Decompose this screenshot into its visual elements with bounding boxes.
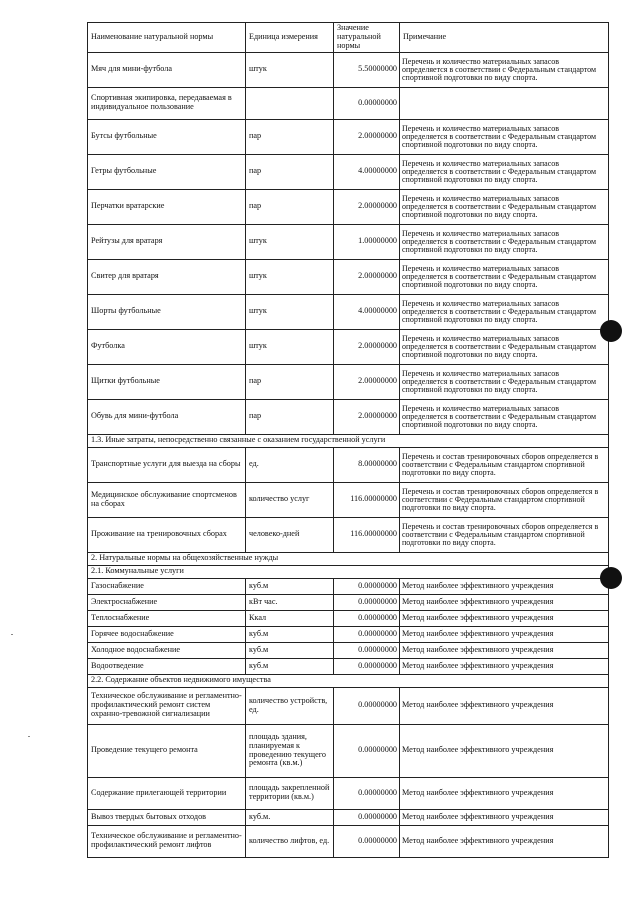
row-name: Перчатки вратарские <box>88 189 246 224</box>
row-note: Перечень и количество материальных запасов определяется в соответствии с Федеральным стандартом спортивной подготовки по виду спорта. <box>400 329 609 364</box>
row-unit: штук <box>246 224 334 259</box>
table-row <box>88 610 609 626</box>
row-unit: куб.м <box>246 626 334 642</box>
row-note: Метод наиболее эффективного учреждения <box>400 626 609 642</box>
table-row <box>88 658 609 674</box>
row-note: Перечень и количество материальных запасов определяется в соответствии с Федеральным стандартом спортивной подготовки по виду спорта. <box>400 259 609 294</box>
table-row <box>88 119 609 154</box>
row-note <box>400 87 609 119</box>
row-value: 0.00000000 <box>334 687 400 724</box>
row-unit: куб.м <box>246 658 334 674</box>
row-note: Метод наиболее эффективного учреждения <box>400 687 609 724</box>
row-name: Водоотведение <box>88 658 246 674</box>
row-name: Проведение текущего ремонта <box>88 724 246 777</box>
row-name: Проживание на тренировочных сборах <box>88 517 246 552</box>
row-value: 0.00000000 <box>334 777 400 809</box>
header-name: Наименование натуральной нормы <box>88 23 246 53</box>
section-row <box>88 434 609 447</box>
row-note: Метод наиболее эффективного учреждения <box>400 724 609 777</box>
row-note: Метод наиболее эффективного учреждения <box>400 610 609 626</box>
table-row <box>88 52 609 87</box>
row-note: Перечень и количество материальных запасов определяется в соответствии с Федеральным стандартом спортивной подготовки по виду спорта. <box>400 364 609 399</box>
section-row <box>88 674 609 687</box>
row-unit: пар <box>246 154 334 189</box>
table-row <box>88 447 609 482</box>
section-title-1-3: 1.3. Иные затраты, непосредственно связанные с оказанием государственной услуги <box>88 434 609 447</box>
table-row <box>88 329 609 364</box>
section-title-2-1: 2.1. Коммунальные услуги <box>88 565 609 578</box>
header-unit: Единица измерения <box>246 23 334 53</box>
row-note: Перечень и состав тренировочных сборов определяется в соответствии с Федеральным стандартом спортивной подготовки по виду спорта. <box>400 517 609 552</box>
row-unit: куб.м. <box>246 809 334 825</box>
binder-hole-mark <box>600 567 622 589</box>
row-value: 8.00000000 <box>334 447 400 482</box>
row-name: Холодное водоснабжение <box>88 642 246 658</box>
row-value: 0.00000000 <box>334 594 400 610</box>
row-unit: человеко-дней <box>246 517 334 552</box>
row-unit: количество услуг <box>246 482 334 517</box>
row-value: 0.00000000 <box>334 610 400 626</box>
row-name: Газоснабжение <box>88 578 246 594</box>
row-value: 0.00000000 <box>334 87 400 119</box>
table-row <box>88 517 609 552</box>
row-unit: кВт час. <box>246 594 334 610</box>
row-unit: пар <box>246 119 334 154</box>
table-row <box>88 825 609 857</box>
row-value: 2.00000000 <box>334 329 400 364</box>
section-row <box>88 565 609 578</box>
row-value: 2.00000000 <box>334 119 400 154</box>
row-note: Перечень и количество материальных запасов определяется в соответствии с Федеральным стандартом спортивной подготовки по виду спорта. <box>400 294 609 329</box>
row-name: Бутсы футбольные <box>88 119 246 154</box>
table-row <box>88 482 609 517</box>
row-name: Обувь для мини-футбола <box>88 399 246 434</box>
row-unit: пар <box>246 364 334 399</box>
row-note: Метод наиболее эффективного учреждения <box>400 825 609 857</box>
row-note: Перечень и состав тренировочных сборов определяется в соответствии с Федеральным стандартом спортивной подготовки по виду спорта. <box>400 447 609 482</box>
row-name: Вывоз твердых бытовых отходов <box>88 809 246 825</box>
row-value: 116.00000000 <box>334 482 400 517</box>
header-note: Примечание <box>400 23 609 53</box>
row-note: Перечень и количество материальных запасов определяется в соответствии с Федеральным стандартом спортивной подготовки по виду спорта. <box>400 189 609 224</box>
row-note: Метод наиболее эффективного учреждения <box>400 809 609 825</box>
table-row <box>88 294 609 329</box>
row-name: Футболка <box>88 329 246 364</box>
table-row <box>88 777 609 809</box>
row-note: Перечень и количество материальных запасов определяется в соответствии с Федеральным стандартом спортивной подготовки по виду спорта. <box>400 52 609 87</box>
table-row <box>88 259 609 294</box>
table-row <box>88 594 609 610</box>
table-row <box>88 642 609 658</box>
table-row <box>88 578 609 594</box>
row-value: 0.00000000 <box>334 658 400 674</box>
row-value: 0.00000000 <box>334 578 400 594</box>
row-name: Электроснабжение <box>88 594 246 610</box>
row-name: Щитки футбольные <box>88 364 246 399</box>
row-note: Метод наиболее эффективного учреждения <box>400 658 609 674</box>
row-unit <box>246 87 334 119</box>
norms-table <box>87 22 609 858</box>
row-unit: куб.м <box>246 642 334 658</box>
table-row <box>88 87 609 119</box>
table-row <box>88 189 609 224</box>
row-value: 2.00000000 <box>334 189 400 224</box>
row-note: Метод наиболее эффективного учреждения <box>400 777 609 809</box>
section-title-2: 2. Натуральные нормы на общехозяйственные нужды <box>88 552 609 565</box>
scan-speck <box>28 736 30 737</box>
row-unit: площадь закрепленной территории (кв.м.) <box>246 777 334 809</box>
scan-speck <box>11 634 13 635</box>
row-name: Рейтузы для вратаря <box>88 224 246 259</box>
table-row <box>88 224 609 259</box>
row-name: Шорты футбольные <box>88 294 246 329</box>
row-value: 0.00000000 <box>334 825 400 857</box>
row-unit: площадь здания, планируемая к проведению текущего ремонта (кв.м.) <box>246 724 334 777</box>
table-row <box>88 687 609 724</box>
row-value: 4.00000000 <box>334 154 400 189</box>
row-unit: штук <box>246 294 334 329</box>
table-row <box>88 724 609 777</box>
header-row <box>88 23 609 53</box>
row-name: Транспортные услуги для выезда на сборы <box>88 447 246 482</box>
table-row <box>88 626 609 642</box>
row-note: Метод наиболее эффективного учреждения <box>400 578 609 594</box>
row-name: Содержание прилегающей территории <box>88 777 246 809</box>
row-name: Техническое обслуживание и регламентно-профилактический ремонт систем охранно-тревожной сигнализации <box>88 687 246 724</box>
row-value: 116.00000000 <box>334 517 400 552</box>
row-name: Спортивная экипировка, передаваемая в индивидуальное пользование <box>88 87 246 119</box>
row-name: Горячее водоснабжение <box>88 626 246 642</box>
row-name: Техническое обслуживание и регламентно-профилактический ремонт лифтов <box>88 825 246 857</box>
row-name: Теплоснабжение <box>88 610 246 626</box>
row-value: 0.00000000 <box>334 809 400 825</box>
row-unit: штук <box>246 52 334 87</box>
row-name: Свитер для вратаря <box>88 259 246 294</box>
row-note: Метод наиболее эффективного учреждения <box>400 642 609 658</box>
row-value: 0.00000000 <box>334 724 400 777</box>
row-note: Перечень и количество материальных запасов определяется в соответствии с Федеральным стандартом спортивной подготовки по виду спорта. <box>400 399 609 434</box>
row-note: Перечень и количество материальных запасов определяется в соответствии с Федеральным стандартом спортивной подготовки по виду спорта. <box>400 154 609 189</box>
row-name: Гетры футбольные <box>88 154 246 189</box>
row-value: 2.00000000 <box>334 399 400 434</box>
row-note: Перечень и количество материальных запасов определяется в соответствии с Федеральным стандартом спортивной подготовки по виду спорта. <box>400 224 609 259</box>
table-row <box>88 364 609 399</box>
row-note: Перечень и количество материальных запасов определяется в соответствии с Федеральным стандартом спортивной подготовки по виду спорта. <box>400 119 609 154</box>
table-row <box>88 399 609 434</box>
header-value: Значение натуральной нормы <box>334 23 400 53</box>
row-note: Метод наиболее эффективного учреждения <box>400 594 609 610</box>
row-unit: ед. <box>246 447 334 482</box>
table-row <box>88 809 609 825</box>
row-unit: пар <box>246 189 334 224</box>
row-unit: куб.м <box>246 578 334 594</box>
row-unit: штук <box>246 259 334 294</box>
row-value: 2.00000000 <box>334 364 400 399</box>
section-row <box>88 552 609 565</box>
section-title-2-2: 2.2. Содержание объектов недвижимого имущества <box>88 674 609 687</box>
row-unit: количество лифтов, ед. <box>246 825 334 857</box>
row-value: 4.00000000 <box>334 294 400 329</box>
row-unit: Ккал <box>246 610 334 626</box>
row-name: Медицинское обслуживание спортсменов на сборах <box>88 482 246 517</box>
row-unit: количество устройств, ед. <box>246 687 334 724</box>
row-value: 2.00000000 <box>334 259 400 294</box>
row-value: 0.00000000 <box>334 642 400 658</box>
binder-hole-mark <box>600 320 622 342</box>
row-name: Мяч для мини-футбола <box>88 52 246 87</box>
row-unit: пар <box>246 399 334 434</box>
row-unit: штук <box>246 329 334 364</box>
row-value: 5.50000000 <box>334 52 400 87</box>
row-note: Перечень и состав тренировочных сборов определяется в соответствии с Федеральным стандартом спортивной подготовки по виду спорта. <box>400 482 609 517</box>
table-row <box>88 154 609 189</box>
row-value: 1.00000000 <box>334 224 400 259</box>
row-value: 0.00000000 <box>334 626 400 642</box>
